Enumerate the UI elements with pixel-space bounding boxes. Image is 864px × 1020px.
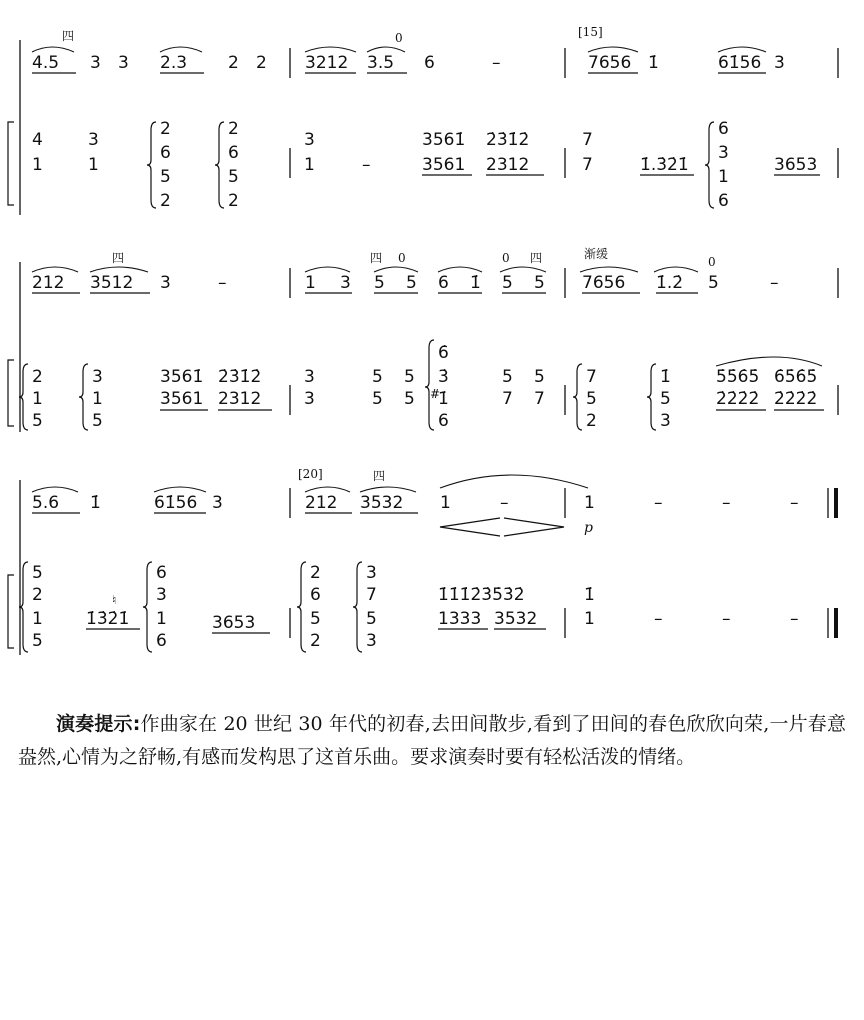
chord-note: 3	[304, 130, 315, 150]
note: 1	[440, 493, 451, 513]
chord-note: 5	[372, 389, 383, 409]
arpeggio-brace	[297, 562, 306, 652]
chord-note: 2	[310, 631, 321, 651]
arpeggio-brace	[79, 364, 88, 430]
chord-note: 6	[310, 585, 321, 605]
chord-note: 5	[502, 367, 513, 387]
note: 3	[90, 53, 101, 73]
chord-note: 3561̇	[160, 367, 204, 387]
chord-note: 2	[32, 367, 43, 387]
chord-note: 5̇5̇6̇5̇	[716, 367, 760, 387]
note: 3512	[90, 273, 134, 293]
chord-note: 1̇1̇1̇2̇3̇5̇3̇2̇	[438, 585, 525, 605]
note: 3	[160, 273, 171, 293]
chord-note: 2̇2̇2̇2̇	[774, 389, 818, 409]
chord-note: 5	[160, 167, 171, 187]
chord-note: 3561	[422, 155, 466, 175]
tie	[440, 475, 588, 488]
note: 212	[32, 273, 65, 293]
slur	[305, 267, 350, 272]
note: 2	[256, 53, 267, 73]
dash: –	[790, 609, 799, 629]
note: 5	[534, 273, 545, 293]
chord-note: 6̇5̇6̇5̇	[774, 367, 818, 387]
chord-note: 2	[228, 191, 239, 211]
slur	[160, 47, 202, 52]
chord-note: 7	[502, 389, 513, 409]
slur	[154, 487, 206, 492]
note: 4.5	[32, 53, 60, 73]
dash: –	[654, 609, 663, 629]
chord-note: 1	[304, 155, 315, 175]
chord-note: 3	[366, 631, 377, 651]
note: 5	[502, 273, 513, 293]
sharp-accidental: #	[430, 387, 441, 401]
note: 1̇	[648, 53, 659, 73]
chord-note: 3	[92, 367, 103, 387]
slur	[90, 267, 148, 272]
note: 6	[424, 53, 435, 73]
slur	[374, 267, 418, 272]
chord-note: 5	[32, 563, 43, 583]
chord-note: 5	[32, 631, 43, 651]
chord-note: 2312	[218, 389, 262, 409]
slur	[32, 487, 78, 492]
chord-note: 1333	[438, 609, 482, 629]
chord-note: 3	[366, 563, 377, 583]
chord-note: 5	[586, 389, 597, 409]
chord-note: 1	[92, 389, 103, 409]
arpeggio-brace	[353, 562, 362, 652]
slur	[32, 47, 74, 52]
slur	[32, 267, 78, 272]
chord-note: 3	[304, 367, 315, 387]
dash: –	[790, 493, 799, 513]
note: 7656	[582, 273, 626, 293]
slur	[718, 47, 766, 52]
slur	[716, 357, 822, 366]
chord-note: 2	[586, 411, 597, 431]
chord-note: 1	[32, 389, 43, 409]
arpeggio-brace	[573, 364, 582, 430]
measure-number: [15]	[578, 25, 603, 39]
chord-note: 3653	[774, 155, 818, 175]
arpeggio-brace	[147, 122, 156, 208]
arpeggio-brace	[425, 340, 434, 430]
fingering-mark: 0	[398, 251, 406, 265]
slur	[360, 487, 416, 492]
note: 1̇.2̇	[656, 273, 684, 293]
note: 7656	[588, 53, 632, 73]
fingering-mark: 0	[502, 251, 510, 265]
dash: –	[500, 493, 509, 513]
note: 3	[212, 493, 223, 513]
bracket	[8, 575, 14, 648]
chord-note: 7	[582, 130, 593, 150]
chord-note: 3532	[494, 609, 538, 629]
fingering-mark: 四	[62, 29, 75, 43]
arpeggio-brace	[705, 122, 714, 208]
note: 6	[438, 273, 449, 293]
chord-note: 5	[366, 609, 377, 629]
chord-note: 3	[660, 411, 671, 431]
decrescendo-hairpin	[504, 518, 564, 536]
chord-note: 1̇3̇2̇1̇	[86, 609, 130, 629]
chord-note: 6	[718, 191, 729, 211]
note: 3.5	[367, 53, 395, 73]
chord-note: 6̇	[438, 343, 449, 363]
arpeggio-brace	[647, 364, 656, 430]
tempo-marking: 渐缓	[584, 247, 609, 261]
chord-note: 2̇2̇2̇2̇	[716, 389, 760, 409]
chord-note: 1̇	[660, 367, 671, 387]
chord-note: 7	[582, 155, 593, 175]
fingering-mark: 0	[708, 255, 716, 269]
arpeggio-brace	[215, 122, 224, 208]
note: 1̇	[470, 273, 481, 293]
chord-note: 3̇	[438, 367, 449, 387]
chord-note: 5	[228, 167, 239, 187]
chord-note: 3	[718, 143, 729, 163]
bracket	[8, 360, 14, 426]
chord-note: 1	[32, 155, 43, 175]
chord-note: 5	[32, 411, 43, 431]
chord-note: 3	[304, 389, 315, 409]
note: 3532	[360, 493, 404, 513]
slur	[305, 487, 350, 492]
chord-note: 7	[586, 367, 597, 387]
chord-note: 6	[156, 631, 167, 651]
fingering-mark: 0	[395, 31, 403, 45]
chord-note: 1	[32, 609, 43, 629]
chord-note: 7	[366, 585, 377, 605]
note: 5.6	[32, 493, 60, 513]
note: 3	[340, 273, 351, 293]
chord-note: 5	[534, 367, 545, 387]
chord-note: 1̇	[584, 585, 595, 605]
hint-text: 作曲家在 20 世纪 30 年代的初春,去田间散步,看到了田间的春色欣欣向荣,一片春意盎然,心情为之舒畅,有感而发构思了这首乐曲。要求演奏时要有轻松活泼的情绪。	[18, 713, 846, 768]
chord-note: 5	[660, 389, 671, 409]
chord-note: 5	[92, 411, 103, 431]
chord-note: 3561̇	[422, 130, 466, 150]
chord-note: 3653	[212, 613, 256, 633]
natural-accidental: ♮	[112, 593, 117, 607]
chord-note: 6	[718, 119, 729, 139]
chord-note: 1	[584, 609, 595, 629]
chord-note: 6	[160, 143, 171, 163]
fingering-mark: 四	[530, 251, 543, 265]
system-2	[8, 246, 838, 432]
slur	[367, 47, 405, 52]
note: 3212	[305, 53, 349, 73]
measure-number: [20]	[298, 467, 323, 481]
dash: –	[654, 493, 663, 513]
dash: –	[722, 493, 731, 513]
slur	[500, 267, 546, 272]
dash: –	[362, 155, 371, 175]
chord-note: 6	[228, 143, 239, 163]
crescendo-hairpin	[440, 518, 500, 536]
note: 5	[406, 273, 417, 293]
chord-note: 2	[32, 585, 43, 605]
note: 5	[374, 273, 385, 293]
slur	[305, 47, 356, 52]
performance-hint	[18, 708, 846, 774]
note: 3	[118, 53, 129, 73]
chord-note: 2	[160, 119, 171, 139]
slur	[438, 267, 482, 272]
dash: –	[722, 609, 731, 629]
fingering-mark: 四	[112, 251, 125, 265]
note: 2	[228, 53, 239, 73]
chord-note: 5	[310, 609, 321, 629]
note: 1̇	[90, 493, 101, 513]
hint-label: 演奏提示:	[56, 713, 141, 735]
note: 61̇56	[154, 493, 198, 513]
slur	[580, 267, 638, 272]
chord-note: 3561	[160, 389, 204, 409]
chord-note: 1	[88, 155, 99, 175]
chord-note: 1̇	[438, 389, 449, 409]
note: 2.3	[160, 53, 188, 73]
dash: –	[770, 273, 779, 293]
chord-note: 2̇3̇1̇2̇	[218, 367, 262, 387]
chord-note: 1̇.3̇2̇1̇	[640, 155, 689, 175]
chord-note: 3	[88, 130, 99, 150]
chord-note: 7	[534, 389, 545, 409]
note: 61̇56	[718, 53, 762, 73]
slur	[654, 267, 698, 272]
chord-note: 5	[372, 367, 383, 387]
note: 3	[774, 53, 785, 73]
arpeggio-brace	[143, 562, 152, 652]
note: 1	[584, 493, 595, 513]
chord-note: 1	[156, 609, 167, 629]
chord-note: 1	[718, 167, 729, 187]
chord-note: 6	[156, 563, 167, 583]
chord-note: 2̇3̇1̇2̇	[486, 130, 530, 150]
chord-note: 5	[404, 389, 415, 409]
bracket	[8, 122, 14, 205]
chord-note: 2	[310, 563, 321, 583]
chord-note: 6	[438, 411, 449, 431]
note: 1	[305, 273, 316, 293]
chord-note: 2	[228, 119, 239, 139]
chord-note: 5	[404, 367, 415, 387]
note: 5	[708, 273, 719, 293]
chord-note: 2312	[486, 155, 530, 175]
system-3	[8, 467, 836, 655]
dynamic-marking: p	[584, 520, 593, 536]
system-1	[8, 25, 838, 215]
chord-note: 2	[160, 191, 171, 211]
note: 212	[305, 493, 338, 513]
fingering-mark: 四	[370, 251, 383, 265]
dash: –	[492, 53, 501, 73]
slur	[588, 47, 638, 52]
fingering-mark: 四	[373, 469, 386, 483]
chord-note: 4	[32, 130, 43, 150]
dash: –	[218, 273, 227, 293]
chord-note: 3	[156, 585, 167, 605]
